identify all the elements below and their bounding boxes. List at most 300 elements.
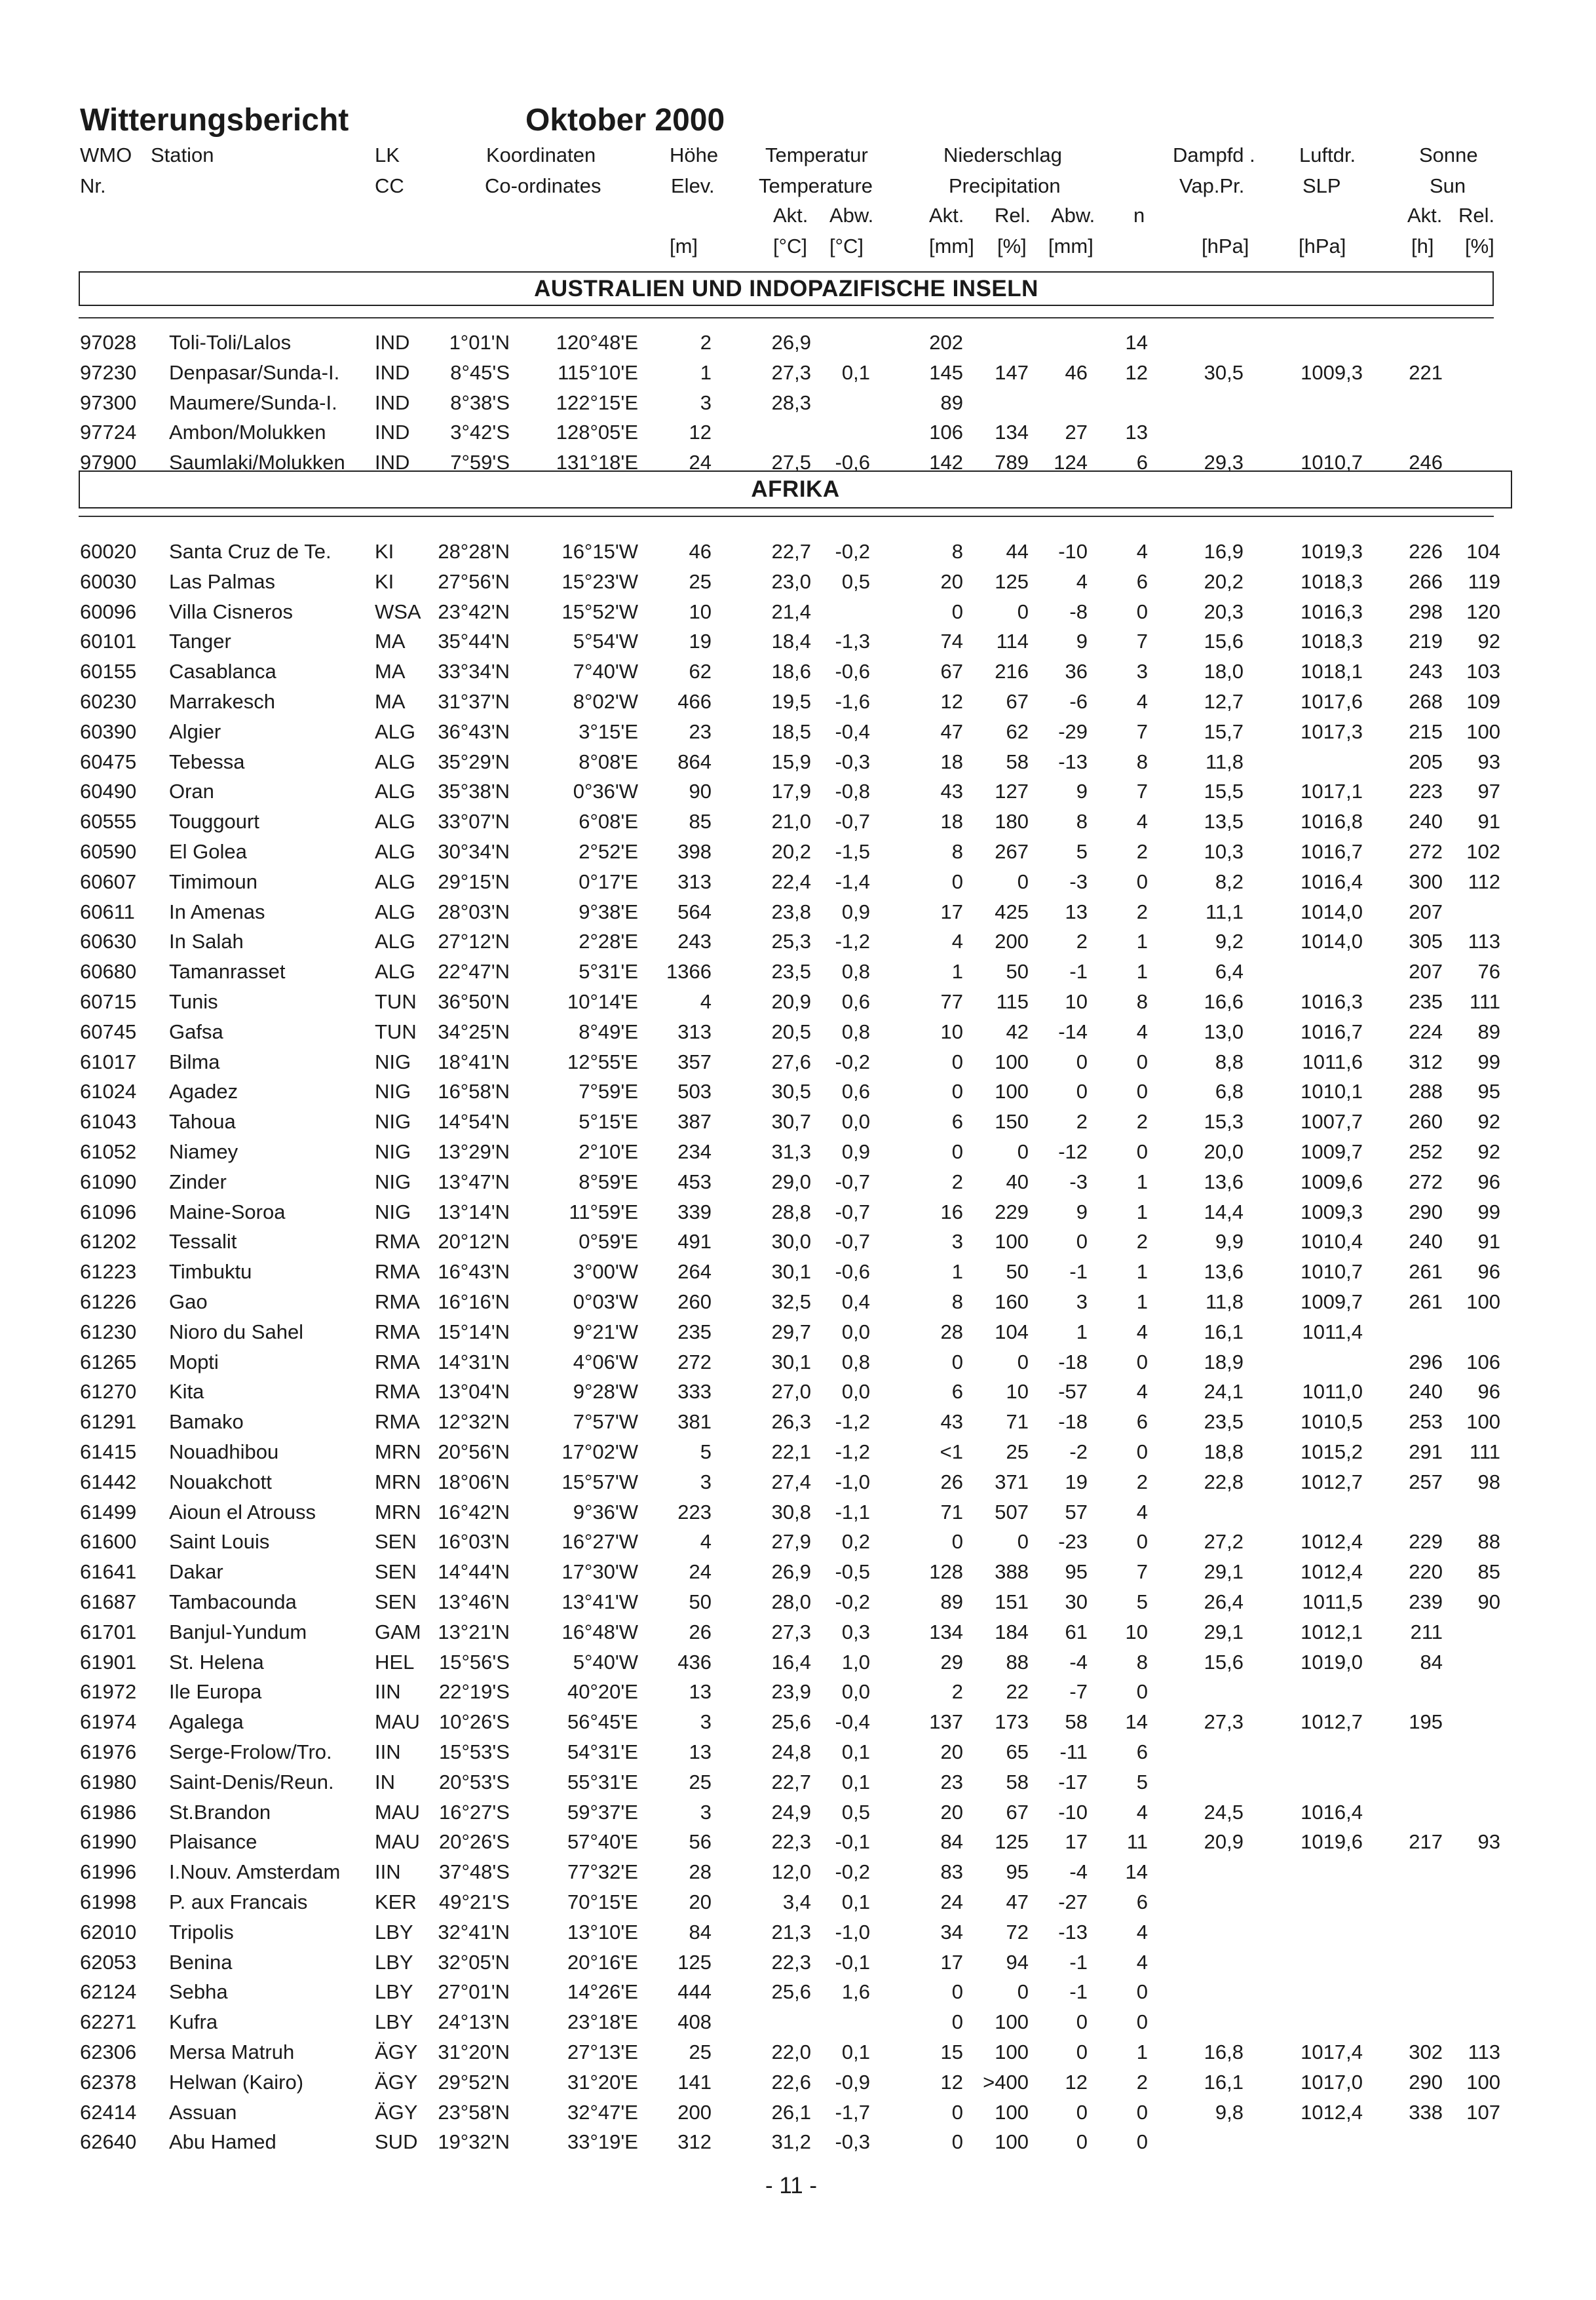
vapour-pressure-cell: 15,6: [1204, 1650, 1244, 1674]
hdr-luftdruck: Luftdr.: [1299, 144, 1356, 166]
latitude-cell: 35°44'N: [438, 630, 510, 653]
prec-abw-cell: 2: [1076, 1110, 1088, 1134]
prec-days-cell: 4: [1136, 1800, 1148, 1824]
prec-akt-cell: 20: [940, 1740, 963, 1763]
prec-abw-cell: 19: [1065, 1470, 1088, 1493]
sun-rel-cell: 76: [1477, 960, 1500, 984]
prec-abw-cell: -29: [1058, 719, 1088, 743]
country-code-cell: ALG: [375, 750, 416, 773]
sea-level-pressure-cell: 1017,1: [1301, 780, 1363, 803]
hdr-prec-akt: Akt.: [929, 204, 964, 227]
temp-abw-cell: -1,5: [835, 840, 870, 863]
elevation-cell: 234: [677, 1140, 712, 1163]
elevation-cell: 2: [700, 331, 712, 354]
country-code-cell: GAM: [375, 1620, 421, 1643]
country-code-cell: IND: [375, 421, 410, 444]
prec-rel-cell: 267: [995, 840, 1029, 863]
wmo-number-cell: 61998: [80, 1890, 137, 1913]
station-name-cell: Bilma: [169, 1050, 220, 1073]
sun-rel-cell: 109: [1466, 690, 1500, 713]
station-name-cell: Mopti: [169, 1350, 219, 1373]
country-code-cell: SEN: [375, 1560, 417, 1584]
station-name-cell: Assuan: [169, 2100, 237, 2124]
longitude-cell: 54°31'E: [567, 1740, 638, 1763]
prec-days-cell: 1: [1136, 1170, 1148, 1193]
latitude-cell: 23°42'N: [438, 600, 510, 623]
table-row: [0, 2042, 1596, 2071]
temp-akt-cell: 23,8: [771, 900, 811, 923]
wmo-number-cell: 62271: [80, 2010, 137, 2034]
vapour-pressure-cell: 27,3: [1204, 1710, 1244, 1734]
table-row: [0, 541, 1596, 570]
prec-akt-cell: 34: [940, 1920, 963, 1944]
country-code-cell: MRN: [375, 1470, 421, 1493]
latitude-cell: 29°52'N: [438, 2070, 510, 2094]
latitude-cell: 13°21'N: [438, 1620, 510, 1643]
prec-rel-cell: 100: [995, 2100, 1029, 2124]
temp-abw-cell: -1,1: [835, 1500, 870, 1524]
sun-akt-cell: 272: [1409, 840, 1443, 863]
longitude-cell: 70°15'E: [567, 1890, 638, 1913]
sun-akt-cell: 229: [1409, 1530, 1443, 1554]
latitude-cell: 18°06'N: [438, 1470, 510, 1493]
vapour-pressure-cell: 9,2: [1215, 930, 1244, 953]
prec-rel-cell: 104: [995, 1320, 1029, 1343]
prec-abw-cell: -18: [1058, 1350, 1088, 1373]
longitude-cell: 2°28'E: [579, 930, 638, 953]
longitude-cell: 55°31'E: [567, 1770, 638, 1793]
hdr-dampfdruck: Dampfd .: [1173, 144, 1255, 166]
elevation-cell: 4: [700, 990, 712, 1013]
wmo-number-cell: 62053: [80, 1950, 137, 1974]
table-row: [0, 1802, 1596, 1831]
sea-level-pressure-cell: 1018,3: [1301, 569, 1363, 593]
prec-rel-cell: 789: [995, 451, 1029, 474]
hdr-temperature: Temperature: [759, 174, 873, 197]
sea-level-pressure-cell: 1016,4: [1301, 870, 1363, 893]
country-code-cell: SUD: [375, 2130, 418, 2154]
longitude-cell: 120°48'E: [556, 331, 638, 354]
prec-rel-cell: 184: [995, 1620, 1029, 1643]
elevation-cell: 313: [677, 1020, 712, 1043]
table-row: [0, 991, 1596, 1020]
elevation-cell: 339: [677, 1200, 712, 1223]
station-name-cell: St.Brandon: [169, 1800, 271, 1824]
prec-abw-cell: 57: [1065, 1500, 1088, 1524]
prec-abw-cell: 0: [1076, 2100, 1088, 2124]
prec-akt-cell: 2: [951, 1680, 963, 1704]
elevation-cell: 313: [677, 870, 712, 893]
temp-akt-cell: 26,9: [771, 331, 811, 354]
temp-akt-cell: 19,5: [771, 690, 811, 713]
station-name-cell: Ambon/Molukken: [169, 421, 326, 444]
wmo-number-cell: 61600: [80, 1530, 137, 1554]
prec-rel-cell: 42: [1006, 1020, 1029, 1043]
country-code-cell: ÄGY: [375, 2100, 418, 2124]
sun-akt-cell: 207: [1409, 900, 1443, 923]
vapour-pressure-cell: 30,5: [1204, 360, 1244, 384]
elevation-cell: 20: [689, 1890, 712, 1913]
country-code-cell: MA: [375, 690, 406, 713]
prec-akt-cell: 2: [951, 1170, 963, 1193]
table-row: [0, 1831, 1596, 1860]
prec-abw-cell: 1: [1076, 1320, 1088, 1343]
elevation-cell: 503: [677, 1080, 712, 1103]
wmo-number-cell: 61976: [80, 1740, 137, 1763]
prec-days-cell: 0: [1136, 1050, 1148, 1073]
temp-akt-cell: 29,0: [771, 1170, 811, 1193]
station-name-cell: Kufra: [169, 2010, 218, 2034]
prec-rel-cell: 50: [1006, 1260, 1029, 1284]
prec-days-cell: 4: [1136, 690, 1148, 713]
prec-akt-cell: 3: [951, 1230, 963, 1254]
prec-rel-cell: 44: [1006, 540, 1029, 563]
prec-abw-cell: -13: [1058, 1920, 1088, 1944]
country-code-cell: SEN: [375, 1530, 417, 1554]
prec-rel-cell: 100: [995, 1080, 1029, 1103]
vapour-pressure-cell: 11,8: [1205, 750, 1244, 773]
elevation-cell: 200: [677, 2100, 712, 2124]
station-name-cell: Tunis: [169, 990, 218, 1013]
table-row: [0, 1022, 1596, 1050]
temp-abw-cell: 0,1: [841, 1740, 870, 1763]
prec-akt-cell: 4: [951, 930, 963, 953]
latitude-cell: 16°43'N: [438, 1260, 510, 1284]
prec-days-cell: 7: [1136, 780, 1148, 803]
latitude-cell: 10°26'S: [439, 1710, 510, 1734]
prec-days-cell: 8: [1136, 990, 1148, 1013]
prec-rel-cell: 58: [1006, 1770, 1029, 1793]
sun-akt-cell: 211: [1410, 1620, 1443, 1643]
sun-rel-cell: 91: [1477, 1230, 1500, 1254]
temp-abw-cell: 0,6: [841, 1080, 870, 1103]
country-code-cell: IND: [375, 360, 410, 384]
prec-abw-cell: 17: [1065, 1830, 1088, 1854]
temp-akt-cell: 21,0: [771, 810, 811, 834]
latitude-cell: 22°19'S: [439, 1680, 510, 1704]
elevation-cell: 46: [689, 540, 712, 563]
temp-abw-cell: -1,6: [835, 690, 870, 713]
vapour-pressure-cell: 20,2: [1204, 569, 1244, 593]
latitude-cell: 20°12'N: [438, 1230, 510, 1254]
elevation-cell: 357: [677, 1050, 712, 1073]
vapour-pressure-cell: 24,1: [1204, 1380, 1244, 1404]
latitude-cell: 8°45'S: [450, 360, 510, 384]
sun-rel-cell: 99: [1477, 1050, 1500, 1073]
table-row: [0, 811, 1596, 840]
elevation-cell: 398: [677, 840, 712, 863]
longitude-cell: 20°16'E: [567, 1950, 638, 1974]
prec-akt-cell: 83: [940, 1860, 963, 1884]
prec-days-cell: 1: [1136, 1290, 1148, 1313]
country-code-cell: IIN: [375, 1740, 401, 1763]
temp-abw-cell: -1,4: [835, 870, 870, 893]
vapour-pressure-cell: 20,0: [1204, 1140, 1244, 1163]
temp-akt-cell: 18,4: [771, 630, 811, 653]
unit-m: [m]: [670, 235, 698, 258]
latitude-cell: 49°21'S: [439, 1890, 510, 1913]
prec-akt-cell: 8: [951, 840, 963, 863]
station-name-cell: Las Palmas: [169, 569, 275, 593]
country-code-cell: RMA: [375, 1260, 420, 1284]
longitude-cell: 6°08'E: [579, 810, 638, 834]
table-row: [0, 752, 1596, 780]
temp-akt-cell: 17,9: [771, 780, 811, 803]
prec-days-cell: 2: [1136, 1230, 1148, 1254]
temp-abw-cell: 0,1: [841, 1890, 870, 1913]
prec-akt-cell: 28: [940, 1320, 963, 1343]
sun-akt-cell: 246: [1409, 451, 1443, 474]
prec-days-cell: 6: [1136, 1410, 1148, 1434]
sun-akt-cell: 240: [1409, 810, 1443, 834]
country-code-cell: NIG: [375, 1080, 411, 1103]
latitude-cell: 27°56'N: [438, 569, 510, 593]
latitude-cell: 18°41'N: [438, 1050, 510, 1073]
prec-rel-cell: 62: [1006, 719, 1029, 743]
elevation-cell: 3: [700, 1800, 712, 1824]
prec-days-cell: 6: [1136, 451, 1148, 474]
country-code-cell: RMA: [375, 1320, 420, 1343]
sun-rel-cell: 96: [1477, 1170, 1500, 1193]
hdr-n: n: [1133, 204, 1145, 227]
prec-rel-cell: 100: [995, 2041, 1029, 2063]
sun-rel-cell: 98: [1477, 1470, 1500, 1493]
prec-abw-cell: 0: [1076, 1080, 1088, 1103]
sea-level-pressure-cell: 1010,7: [1301, 451, 1363, 474]
prec-days-cell: 8: [1136, 750, 1148, 773]
prec-akt-cell: 67: [940, 660, 963, 683]
vapour-pressure-cell: 15,7: [1204, 719, 1244, 743]
table-row: [0, 1292, 1596, 1320]
country-code-cell: ALG: [375, 930, 416, 953]
table-row: [0, 2012, 1596, 2041]
hdr-station: Station: [151, 144, 214, 166]
elevation-cell: 235: [677, 1320, 712, 1343]
prec-akt-cell: 89: [940, 1590, 963, 1613]
latitude-cell: 13°14'N: [438, 1200, 510, 1223]
table-row: [0, 631, 1596, 660]
temp-akt-cell: 27,5: [771, 451, 811, 474]
sun-rel-cell: 97: [1477, 780, 1500, 803]
latitude-cell: 36°50'N: [438, 990, 510, 1013]
sea-level-pressure-cell: 1016,3: [1301, 990, 1363, 1013]
vapour-pressure-cell: 16,8: [1204, 2041, 1244, 2063]
prec-abw-cell: -23: [1058, 1530, 1088, 1554]
section-rule: [79, 516, 1494, 517]
hdr-precipitation: Precipitation: [949, 174, 1061, 197]
prec-days-cell: 7: [1136, 630, 1148, 653]
sun-akt-cell: 266: [1409, 569, 1443, 593]
sea-level-pressure-cell: 1009,7: [1301, 1290, 1363, 1313]
longitude-cell: 122°15'E: [556, 391, 638, 414]
sun-rel-cell: 89: [1477, 1020, 1500, 1043]
temp-abw-cell: 0,1: [841, 1770, 870, 1793]
elevation-cell: 408: [677, 2010, 712, 2034]
sea-level-pressure-cell: 1014,0: [1301, 900, 1363, 923]
elevation-cell: 3: [700, 1470, 712, 1493]
latitude-cell: 15°56'S: [439, 1650, 510, 1674]
vapour-pressure-cell: 27,2: [1204, 1530, 1244, 1554]
prec-days-cell: 4: [1136, 1920, 1148, 1944]
latitude-cell: 33°07'N: [438, 810, 510, 834]
elevation-cell: 28: [689, 1860, 712, 1884]
section-banner-afrika: AFRIKA: [79, 470, 1512, 508]
station-name-cell: Abu Hamed: [169, 2130, 276, 2154]
prec-days-cell: 0: [1136, 1350, 1148, 1373]
prec-days-cell: 4: [1136, 1950, 1148, 1974]
sun-akt-cell: 235: [1409, 990, 1443, 1013]
prec-days-cell: 10: [1125, 1620, 1148, 1643]
sun-akt-cell: 261: [1409, 1290, 1443, 1313]
temp-abw-cell: -0,2: [835, 1590, 870, 1613]
wmo-number-cell: 61986: [80, 1800, 137, 1824]
prec-abw-cell: 10: [1065, 990, 1088, 1013]
temp-akt-cell: 26,9: [771, 1560, 811, 1584]
station-name-cell: Denpasar/Sunda-I.: [169, 360, 340, 384]
temp-akt-cell: 22,3: [771, 1950, 811, 1974]
temp-akt-cell: 22,7: [771, 540, 811, 563]
prec-abw-cell: 0: [1076, 1230, 1088, 1254]
wmo-number-cell: 60745: [80, 1020, 137, 1043]
sea-level-pressure-cell: 1011,0: [1302, 1380, 1363, 1404]
sun-rel-cell: 85: [1477, 1560, 1500, 1584]
prec-abw-cell: 0: [1076, 2010, 1088, 2034]
prec-akt-cell: 8: [951, 1290, 963, 1313]
temp-abw-cell: 0,4: [841, 1290, 870, 1313]
elevation-cell: 12: [689, 421, 712, 444]
prec-rel-cell: >400: [983, 2070, 1029, 2094]
section-rule: [79, 317, 1494, 318]
prec-abw-cell: 9: [1076, 1200, 1088, 1223]
vapour-pressure-cell: 11,8: [1205, 1290, 1244, 1313]
temp-akt-cell: 24,8: [771, 1740, 811, 1763]
hdr-nr: Nr.: [80, 174, 106, 197]
temp-abw-cell: -0,3: [835, 750, 870, 773]
hdr-prec-abw: Abw.: [1051, 204, 1095, 227]
hdr-prec-rel: Rel.: [995, 204, 1031, 227]
latitude-cell: 16°58'N: [438, 1080, 510, 1103]
prec-abw-cell: -27: [1058, 1890, 1088, 1913]
unit-temp-akt: [°C]: [773, 235, 808, 258]
country-code-cell: RMA: [375, 1410, 420, 1434]
station-name-cell: Benina: [169, 1950, 233, 1974]
longitude-cell: 11°59'E: [569, 1200, 638, 1223]
longitude-cell: 8°59'E: [579, 1170, 638, 1193]
longitude-cell: 56°45'E: [567, 1710, 638, 1734]
latitude-cell: 16°42'N: [438, 1500, 510, 1524]
station-name-cell: Ile Europa: [169, 1680, 262, 1704]
temp-akt-cell: 22,0: [771, 2041, 811, 2063]
prec-akt-cell: 6: [951, 1380, 963, 1404]
elevation-cell: 1: [700, 360, 712, 384]
prec-rel-cell: 10: [1006, 1380, 1029, 1404]
temp-akt-cell: 27,3: [771, 1620, 811, 1643]
longitude-cell: 16°48'W: [561, 1620, 638, 1643]
sea-level-pressure-cell: 1011,4: [1302, 1320, 1363, 1343]
temp-akt-cell: 20,5: [771, 1020, 811, 1043]
elevation-cell: 90: [689, 780, 712, 803]
latitude-cell: 32°05'N: [438, 1950, 510, 1974]
sea-level-pressure-cell: 1012,7: [1301, 1710, 1363, 1734]
sun-akt-cell: 290: [1409, 1200, 1443, 1223]
prec-rel-cell: 47: [1006, 1890, 1029, 1913]
temp-abw-cell: -1,2: [835, 1410, 870, 1434]
prec-rel-cell: 147: [995, 360, 1029, 384]
sea-level-pressure-cell: 1014,0: [1301, 930, 1363, 953]
sun-rel-cell: 95: [1477, 1080, 1500, 1103]
vapour-pressure-cell: 29,3: [1204, 451, 1244, 474]
station-name-cell: Maine-Soroa: [169, 1200, 286, 1223]
longitude-cell: 17°30'W: [561, 1560, 638, 1584]
wmo-number-cell: 60715: [80, 990, 137, 1013]
latitude-cell: 13°46'N: [438, 1590, 510, 1613]
station-name-cell: Serge-Frolow/Tro.: [169, 1740, 332, 1763]
vapour-pressure-cell: 20,3: [1204, 600, 1244, 623]
temp-abw-cell: 0,0: [841, 1680, 870, 1704]
station-name-cell: Nouakchott: [169, 1470, 272, 1493]
temp-abw-cell: 0,3: [841, 1620, 870, 1643]
prec-akt-cell: <1: [940, 1440, 963, 1463]
table-row: [0, 1772, 1596, 1801]
prec-akt-cell: 137: [929, 1710, 963, 1734]
temp-abw-cell: -1,2: [835, 930, 870, 953]
prec-akt-cell: 89: [940, 391, 963, 414]
prec-akt-cell: 0: [951, 1080, 963, 1103]
temp-akt-cell: 27,6: [771, 1050, 811, 1073]
longitude-cell: 33°19'E: [567, 2130, 638, 2154]
latitude-cell: 20°53'S: [439, 1770, 510, 1793]
prec-rel-cell: 216: [995, 660, 1029, 683]
prec-rel-cell: 150: [995, 1110, 1029, 1134]
country-code-cell: ALG: [375, 810, 416, 834]
country-code-cell: ALG: [375, 870, 416, 893]
latitude-cell: 34°25'N: [438, 1020, 510, 1043]
sun-rel-cell: 100: [1466, 2070, 1500, 2094]
prec-days-cell: 1: [1136, 2041, 1148, 2063]
prec-abw-cell: 4: [1076, 569, 1088, 593]
prec-akt-cell: 15: [940, 2041, 963, 2063]
longitude-cell: 2°10'E: [579, 1140, 638, 1163]
prec-akt-cell: 1: [951, 1260, 963, 1284]
elevation-cell: 13: [689, 1680, 712, 1704]
elevation-cell: 333: [677, 1380, 712, 1404]
prec-days-cell: 7: [1136, 719, 1148, 743]
temp-abw-cell: -0,5: [835, 1560, 870, 1584]
sea-level-pressure-cell: 1010,5: [1301, 1410, 1363, 1434]
prec-days-cell: 0: [1136, 1680, 1148, 1704]
table-row: [0, 362, 1596, 391]
latitude-cell: 13°47'N: [438, 1170, 510, 1193]
latitude-cell: 32°41'N: [438, 1920, 510, 1944]
prec-akt-cell: 6: [951, 1110, 963, 1134]
station-name-cell: Mersa Matruh: [169, 2041, 295, 2063]
hdr-sun-rel: Rel.: [1458, 204, 1495, 227]
elevation-cell: 23: [689, 719, 712, 743]
prec-akt-cell: 24: [940, 1890, 963, 1913]
station-name-cell: Villa Cisneros: [169, 600, 293, 623]
sun-akt-cell: 226: [1409, 540, 1443, 563]
longitude-cell: 5°31'E: [579, 960, 638, 984]
latitude-cell: 28°28'N: [438, 540, 510, 563]
prec-days-cell: 0: [1136, 600, 1148, 623]
wmo-number-cell: 60590: [80, 840, 137, 863]
country-code-cell: RMA: [375, 1350, 420, 1373]
country-code-cell: NIG: [375, 1170, 411, 1193]
unit-prec-mm: [mm]: [929, 235, 974, 258]
prec-abw-cell: 95: [1065, 1560, 1088, 1584]
station-name-cell: Tanger: [169, 630, 231, 653]
station-name-cell: St. Helena: [169, 1650, 264, 1674]
